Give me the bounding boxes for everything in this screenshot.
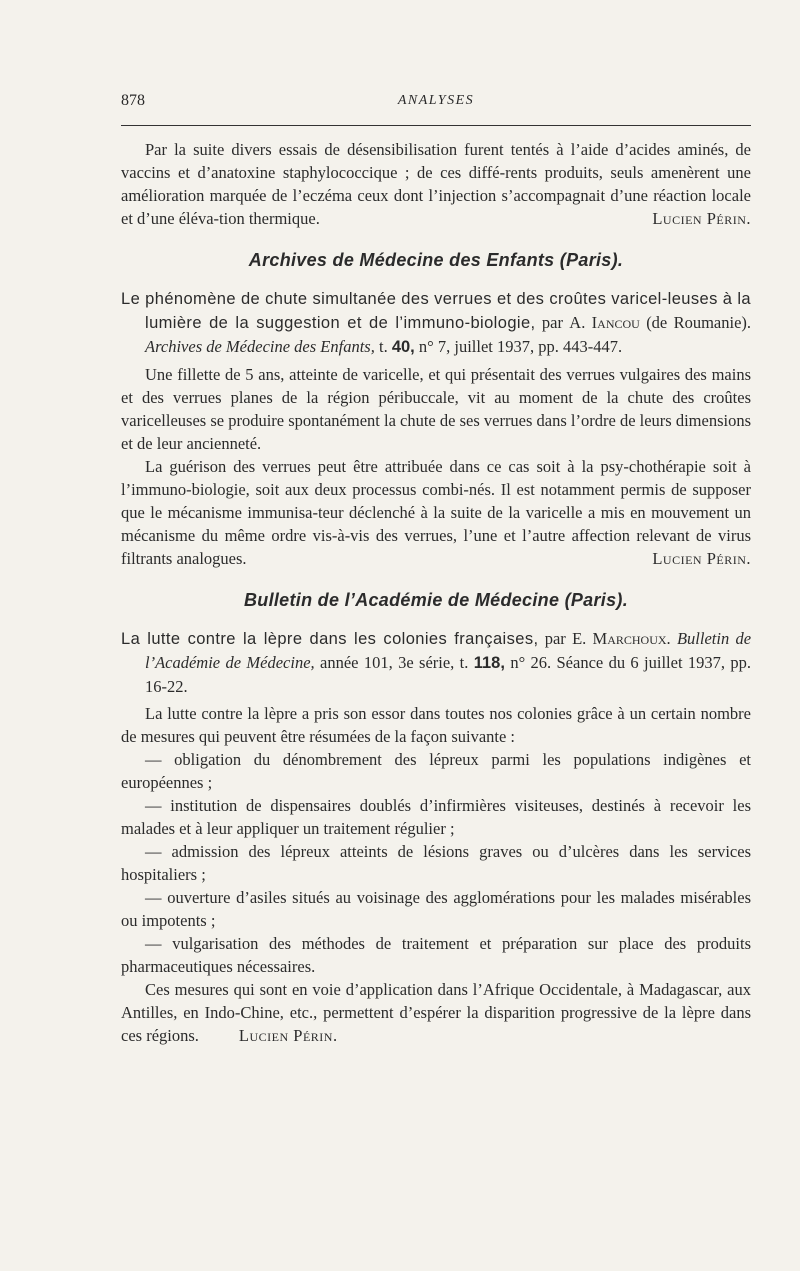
article-reference: Le phénomène de chute simultanée des verrues et des croûtes varicel-leuses à la lumière de la suggestion et de l’immuno-biologie, par A. Iancou (de Roumanie). Archives de Médecine des Enfants, t. 40, n° 7, juillet 1937, pp. 443-447.: [121, 290, 752, 356]
source-journal: Bulletin de l’Académie de Médecine,: [145, 629, 752, 672]
paragraph: La lutte contre la lèpre a pris son essor dans toutes nos colonies grâce à un certain nombre de mesures qui peuvent être résumées de la façon suivante :: [121, 704, 751, 746]
list-item: — vulgarisation des méthodes de traitement et préparation sur place des produits pharmaceutiques nécessaires.: [121, 934, 751, 976]
list-item: — obligation du dénombrement des lépreux parmi les populations indigènes et européennes ;: [121, 750, 751, 792]
journal-heading: Bulletin de l’Académie de Médecine (Paris).: [243, 590, 628, 610]
article-title: La lutte contre la lèpre dans les colonies françaises,: [121, 630, 539, 648]
section-eczema-end: [121, 138, 751, 230]
author: A. Iancou: [569, 313, 640, 332]
list-item: — ouverture d’asiles situés au voisinage des agglomérations pour les malades misérables ou impotents ;: [121, 888, 751, 930]
signature: Lucien Périn.: [652, 549, 751, 568]
journal-heading: Archives de Médecine des Enfants (Paris).: [248, 250, 624, 270]
running-head: ANALYSES: [397, 93, 475, 108]
list-item: — institution de dispensaires doublés d’infirmières visiteuses, destinés à recevoir les malades et à leur appliquer un traitement régulier ;: [121, 796, 751, 838]
paragraph: Ces mesures qui sont en voie d’application dans l’Afrique Occidentale, à Madagascar, aux Antilles, en Indo-Chine, etc., permettent d’espérer la disparition progressive de la lèpre dans ces régions. Lucien Périn.: [121, 980, 751, 1045]
page-content: [121, 138, 751, 1047]
paragraph-with-signature: [121, 978, 751, 1047]
author: E. Marchoux.: [572, 629, 671, 648]
paragraph: Une fillette de 5 ans, atteinte de varicelle, et qui présentait des verrues vulgaires des mains et des verrues planes de la région péribuccale, vit au moment de la chute des croûtes varicelleuses se produire spontanément la chute de ses verrues dans l’ordre de leurs dimensions et de leur ancienneté.: [121, 365, 752, 453]
paragraph-with-signature: [121, 455, 751, 570]
paragraph: La guérison des verrues peut être attribuée dans ce cas soit à la psy-chothérapie soit à l’immuno-biologie, soit aux deux processus combi-nés. Il est notamment permis de supposer que le mécanisme immunisa-teur déclenché à la suite de la varicelle a mis en mouvement un mécanisme du même ordre vis-à-vis des verrues, l’une et l’autre affection relevant de virus filtrants analogues. Lucien Périn.: [121, 457, 751, 568]
paragraph: Par la suite divers essais de désensibilisation furent tentés à l’aide d’acides aminés, de vaccins et d’anatoxine staphylococcique ; de ces diffé-rents produits, seuls amenèrent une amélioration marquée de l’eczéma ceux dont l’injection s’accompagnait d’une réaction locale et d’une éléva-tion thermique. Lucien Périn.: [121, 140, 751, 228]
article-title: Le phénomène de chute simultanée des verrues et des croûtes varicel-leuses à la lumière de la suggestion et de l’immuno-biologie,: [121, 290, 751, 332]
page-number: 878: [121, 92, 145, 109]
signature: Lucien Périn.: [238, 1026, 338, 1045]
header-rule: [121, 125, 751, 126]
page-header: [121, 92, 751, 116]
signature: Lucien Périn.: [652, 209, 751, 228]
list-item: — admission des lépreux atteints de lésions graves ou d’ulcères dans les services hospitaliers ;: [121, 842, 751, 884]
article-reference: La lutte contre la lèpre dans les colonies françaises, par E. Marchoux. Bulletin de l’Académie de Médecine, année 101, 3e série, t. 118, n° 26. Séance du 6 juillet 1937, pp. 16-22.: [121, 629, 752, 696]
source-journal: Archives de Médecine des Enfants,: [145, 337, 375, 356]
